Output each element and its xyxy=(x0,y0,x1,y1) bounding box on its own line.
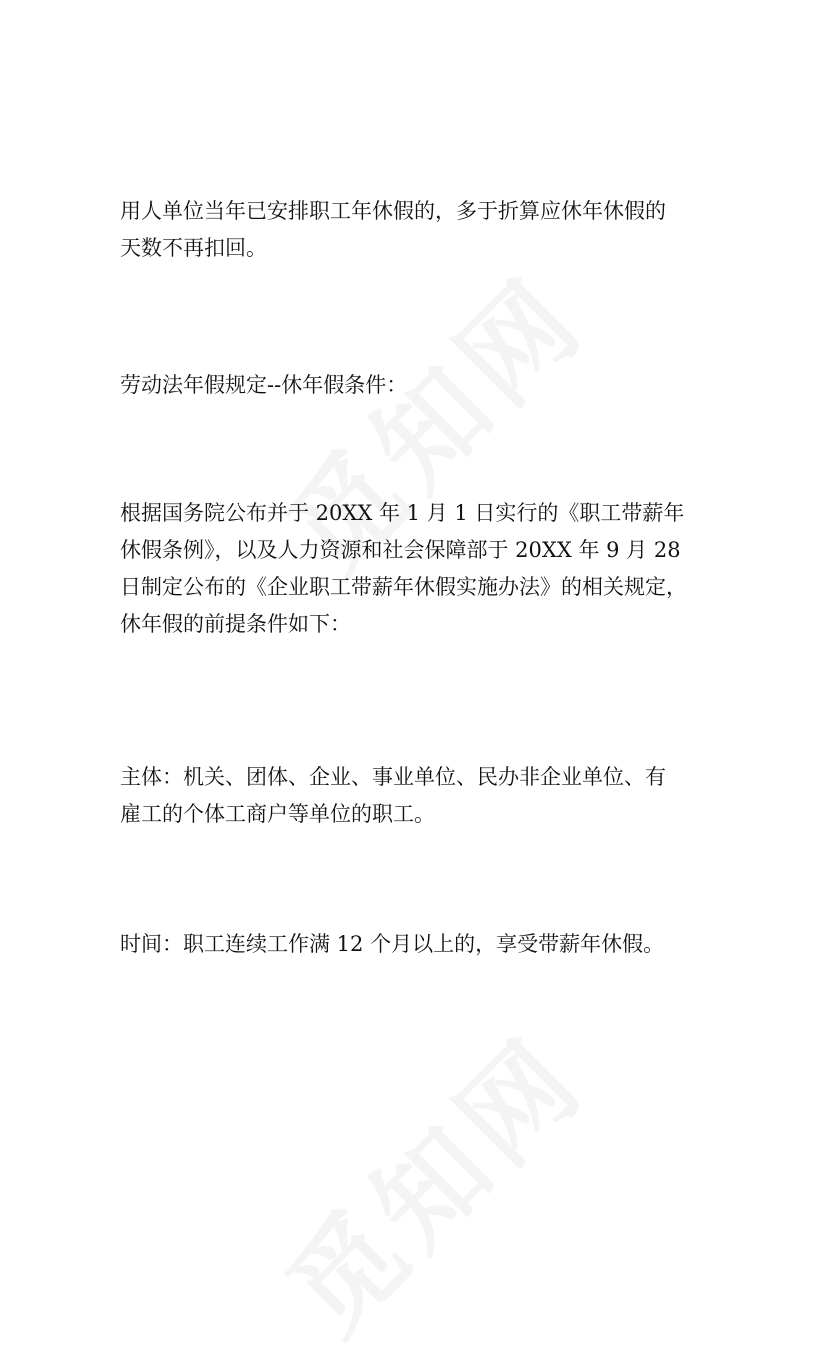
text-line: 日制定公布的《企业职工带薪年休假实施办法》的相关规定， xyxy=(120,575,687,599)
text-line: 休年假的前提条件如下： xyxy=(120,612,351,636)
text-line: 根据国务院公布并于 20XX 年 1 月 1 日实行的《职工带薪年 xyxy=(120,501,685,525)
paragraph-legal-basis xyxy=(120,495,720,643)
text-line: 用人单位当年已安排职工年休假的，多于折算应休年休假的 xyxy=(120,199,666,223)
text-line: 劳动法年假规定--休年假条件： xyxy=(120,373,408,397)
watermark xyxy=(247,996,613,1362)
text-line: 时间：职工连续工作满 12 个月以上的，享受带薪年休假。 xyxy=(120,932,665,956)
paragraph-annual-leave-deduction xyxy=(120,193,720,267)
text-line: 休假条例》，以及人力资源和社会保障部于 20XX 年 9 月 28 xyxy=(120,538,681,562)
text-line: 主体：机关、团体、企业、事业单位、民办非企业单位、有 xyxy=(120,765,666,789)
text-line: 雇工的个体工商户等单位的职工。 xyxy=(120,802,435,826)
paragraph-service-time xyxy=(120,926,720,963)
text-line: 天数不再扣回。 xyxy=(120,236,267,260)
section-heading-leave-conditions xyxy=(120,367,720,404)
paragraph-eligible-subjects xyxy=(120,759,720,833)
